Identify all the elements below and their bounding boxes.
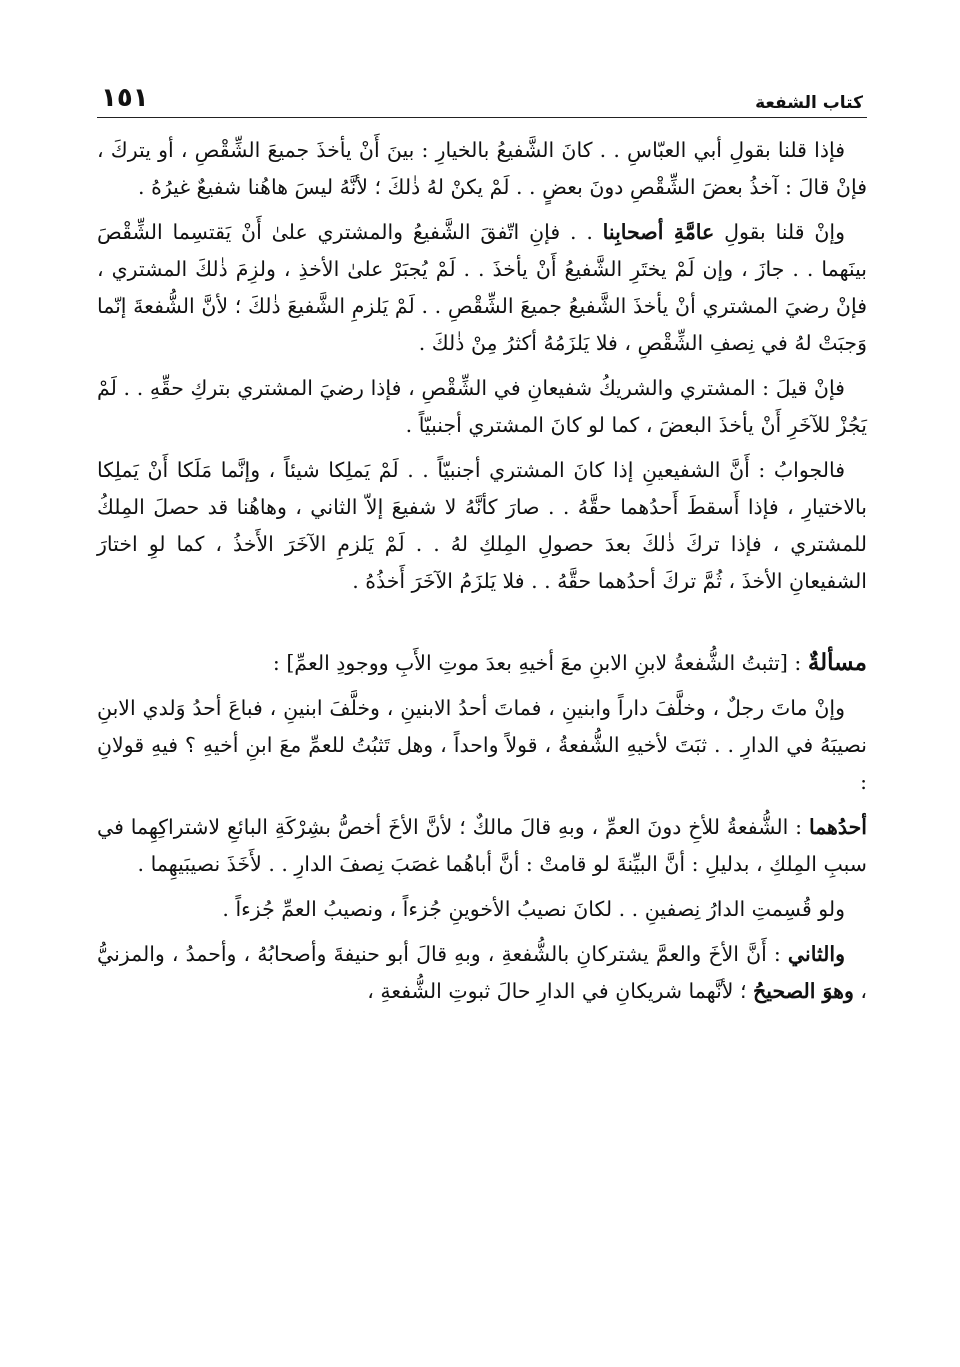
bold-phrase: عامَّةِ أصحابِنا: [602, 220, 715, 244]
paragraph-division: [97, 891, 867, 928]
issue-label: مسألةٌ: [807, 649, 867, 676]
paragraph-text: فالجوابُ : أَنَّ الشفيعينِ إذا كانَ المشتري أجنبيّاً . . لَمْ يَملِكا شيئاً ، وإنَّما مَلَكا أَنْ يَملِكا بالاختيارِ ، فإذا أَسقطَ أَحدُهما حقَّهُ . . صارَ كأنَّهُ لا شفيعَ إلاّ الثاني ، وهاهُنا قد حصلَ المِلكُ للمشتري ، فإذا تركَ ذٰلكَ بعدَ حصولِ المِلكِ لهُ . . لَمْ يَلزمِ الآخَرَ الأَخذُ ، كما لوِ اختارَ الشفيعانِ الأخذَ ، ثُمَّ تركَ أحدُهما حقَّهُ . . فلا يَلزَمُ الآخَرَ أَخذُهُ .: [97, 458, 867, 593]
paragraph-objection: [97, 370, 867, 444]
page-number: ١٥١: [101, 83, 149, 113]
running-header: [97, 84, 867, 118]
paragraph-text: : الشُّفعةُ للأخِ دونَ العمِّ ، وبهِ قالَ مالكٌ ؛ لأنَّ الأخَ أخصُّ بشِرْكَةِ البائعِ لاشتراكِهِما في سببِ المِلكِ ، بدليلِ : أنَّ البيِّنةَ لو قامتْ : أنَّ أباهُما غصَبَ نِصفَ الدارِ . . لأَخَذَ نصيبَيهِما .: [97, 815, 867, 876]
paragraph-text: فإذا قلنا بقولِ أبي العبّاسِ . . كانَ الشَّفيعُ بالخيارِ : بينَ أَنْ يأخذَ جميعَ الشِّقْصِ ، أو يتركَ ، فإنْ قالَ : آخذُ بعضَ الشِّقْصِ دونَ بعضٍ . . لَمْ يكنْ لهُ ذٰلكَ ؛ لأنَّهُ ليسَ هاهُنا شفيعٌ غيرُهُ .: [97, 138, 867, 199]
paragraph-text-before: وإنْ قلنا بقولِ: [714, 220, 845, 244]
running-header-book-title: كتاب الشفعة: [755, 93, 863, 113]
paragraph-case: [97, 690, 867, 801]
paragraph-answer: [97, 452, 867, 600]
paragraph-text: ولو قُسِمتِ الدارُ نِصفينِ . . لكانَ نصيبُ الأخوينِ جُزءاً ، ونصيبُ العمِّ جُزءاً .: [222, 897, 845, 921]
paragraph-text: وإنْ ماتَ رجلٌ ، وخلَّفَ داراً وابنينِ ، فماتَ أحدُ الابنينِ ، وخلَّفَ ابنينِ ، فباعَ أحدُ وَلدي الابنِ نصيبَهُ في الدارِ . . ثبَتَ لأخيهِ الشُّفعةُ ، قولاً واحداً ، وهل تَثبُتُ للعمِّ معَ ابنِ أخيهِ ؟ فيهِ قولانِ :: [97, 696, 867, 794]
paragraph-abu-al-abbas: [97, 132, 867, 206]
issue-title: : [تثبتُ الشُّفعةُ لابنِ الابنِ معَ أخيهِ بعدَ موتِ الأَبِ ووجودِ العمِّ] :: [272, 651, 808, 675]
paragraph-text-before: : أَنَّ الأخَ والعمَّ يشتركانِ بالشُّفعةِ ، وبهِ قالَ أبو حنيفةَ وأصحابُهُ ، وأحمدُ ، والمزنيُّ ،: [97, 942, 867, 1003]
book-page: [97, 84, 867, 1010]
paragraph-second-opinion: [97, 936, 867, 1010]
opinion-label: والثاني: [787, 942, 845, 966]
paragraph-text-after: . . فإنِ اتّفقَ الشَّفيعُ والمشتري علىٰ أَنْ يَقتسِما الشِّقْصَ بينَهما . . جازَ ، وإن لَمْ يختَرِ الشَّفيعُ أَنْ يأخذَ . . لَمْ يُجبَرْ علىٰ الأخذِ ، ولزِمَ ذٰلكَ المشتري ، فإنْ رضيَ المشتري أنْ يأخذَ الشَّفيعُ جميعَ الشِّقْصِ . . لَمْ يَلزمِ الشَّفيعَ ذٰلكَ ؛ لأنَّ الشُّفعةَ إنّما وَجبَتْ لهُ في نِصفِ الشِّقْصِ ، فلا يَلزَمُهُ أكثرُ مِنْ ذٰلكَ .: [97, 220, 867, 355]
page-body: [97, 132, 867, 1010]
issue-heading: [97, 644, 867, 682]
paragraph-text-after: ؛ لأنَّهما شريكانِ في الدارِ حالَ ثبوتِ الشُّفعةِ ،: [367, 979, 754, 1003]
opinion-label: أحدُهما: [808, 815, 867, 839]
paragraph-majority-companions: [97, 214, 867, 362]
paragraph-first-opinion: [97, 809, 867, 883]
paragraph-text: فإنْ قيلَ : المشتري والشريكُ شفيعانِ في الشِّقْصِ ، فإذا رضيَ المشتري بتركِ حقِّهِ . . لَمْ يَجُزْ للآخَرِ أَنْ يأخذَ البعضَ ، كما لو كانَ المشتري أجنبيّاً .: [97, 376, 867, 437]
bold-phrase: وهوَ الصحيحُ: [753, 979, 854, 1003]
